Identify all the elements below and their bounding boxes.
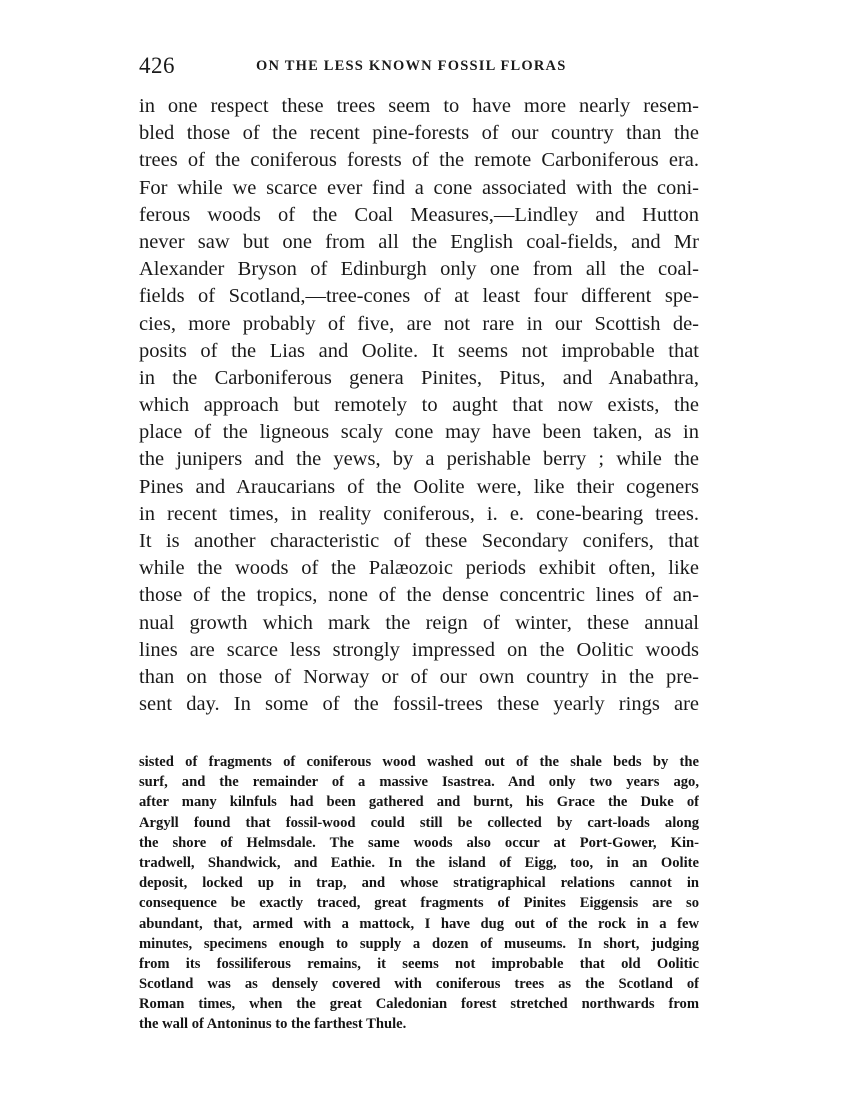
page-number: 426	[139, 53, 175, 78]
body-line: never saw but one from all the English coal-fields, and Mr	[139, 230, 699, 253]
body-line: Alexander Bryson of Edinburgh only one from all the coal-	[139, 258, 699, 281]
body-line: which approach but remotely to aught that now exists, the	[139, 394, 699, 417]
body-line: posits of the Lias and Oolite. It seems not improbable that	[139, 339, 699, 362]
body-line: sent day. In some of the fossil-trees these yearly rings are	[139, 693, 699, 716]
footnote-line: Scotland was as densely covered with coniferous trees as the Scotland of	[139, 976, 699, 993]
footnote-line: Argyll found that fossil-wood could still be collected by cart-loads along	[139, 814, 699, 831]
footnote-line: the wall of Antoninus to the farthest Thule.	[139, 1016, 407, 1033]
body-line: Pines and Araucarians of the Oolite were, like their cogeners	[139, 475, 699, 498]
footnote-line: deposit, locked up in trap, and whose stratigraphical relations cannot in	[139, 875, 699, 892]
body-line: bled those of the recent pine-forests of our country than the	[139, 122, 699, 145]
body-line: trees of the coniferous forests of the remote Carboniferous era.	[139, 149, 699, 172]
footnote-line: sisted of fragments of coniferous wood washed out of the shale beds by the	[139, 754, 699, 770]
body-line: in one respect these trees seem to have more nearly resem-	[139, 95, 699, 117]
body-line: ferous woods of the Coal Measures,—Lindley and Hutton	[139, 203, 699, 226]
running-title: ON THE LESS KNOWN FOSSIL FLORAS	[256, 58, 567, 74]
body-line: than on those of Norway or of our own country in the pre-	[139, 665, 699, 688]
footnote-line: Roman times, when the great Caledonian forest stretched northwards from	[139, 996, 699, 1013]
body-text	[139, 93, 699, 718]
footnote-line: the shore of Helmsdale. The same woods also occur at Port-Gower, Kin-	[139, 834, 699, 851]
body-line: those of the tropics, none of the dense concentric lines of an-	[139, 584, 699, 607]
footnote-line: tradwell, Shandwick, and Eathie. In the island of Eigg, too, in an Oolite	[139, 854, 699, 871]
running-head	[139, 50, 699, 82]
body-line: nual growth which mark the reign of winter, these annual	[139, 611, 699, 634]
body-line: while the woods of the Palæozoic periods exhibit often, like	[139, 557, 699, 580]
footnote-line: from its fossiliferous remains, it seems not improbable that old Oolitic	[139, 955, 699, 972]
body-line: cies, more probably of five, are not rare in our Scottish de-	[139, 312, 699, 335]
footnote-line: abundant, that, armed with a mattock, I have dug out of the rock in a few	[139, 915, 699, 932]
body-line: For while we scarce ever find a cone associated with the coni-	[139, 176, 699, 199]
body-line: fields of Scotland,—tree-cones of at least four different spe-	[139, 285, 699, 308]
footnote-line: after many kilnfuls had been gathered and burnt, his Grace the Duke of	[139, 794, 699, 811]
body-line: place of the ligneous scaly cone may have been taken, as in	[139, 421, 699, 444]
body-line: the junipers and the yews, by a perishable berry ; while the	[139, 448, 699, 471]
body-line: lines are scarce less strongly impressed on the Oolitic woods	[139, 638, 699, 661]
body-line: in recent times, in reality coniferous, i. e. cone-bearing trees.	[139, 502, 699, 525]
footnote	[139, 752, 699, 1035]
body-line: It is another characteristic of these Secondary conifers, that	[139, 530, 699, 552]
footnote-line: minutes, specimens enough to supply a dozen of museums. In short, judging	[139, 935, 699, 952]
footnote-line: surf, and the remainder of a massive Isastrea. And only two years ago,	[139, 774, 699, 791]
footnote-line: consequence be exactly traced, great fragments of Pinites Eiggensis are so	[139, 895, 699, 912]
body-line: in the Carboniferous genera Pinites, Pitus, and Anabathra,	[139, 366, 699, 389]
